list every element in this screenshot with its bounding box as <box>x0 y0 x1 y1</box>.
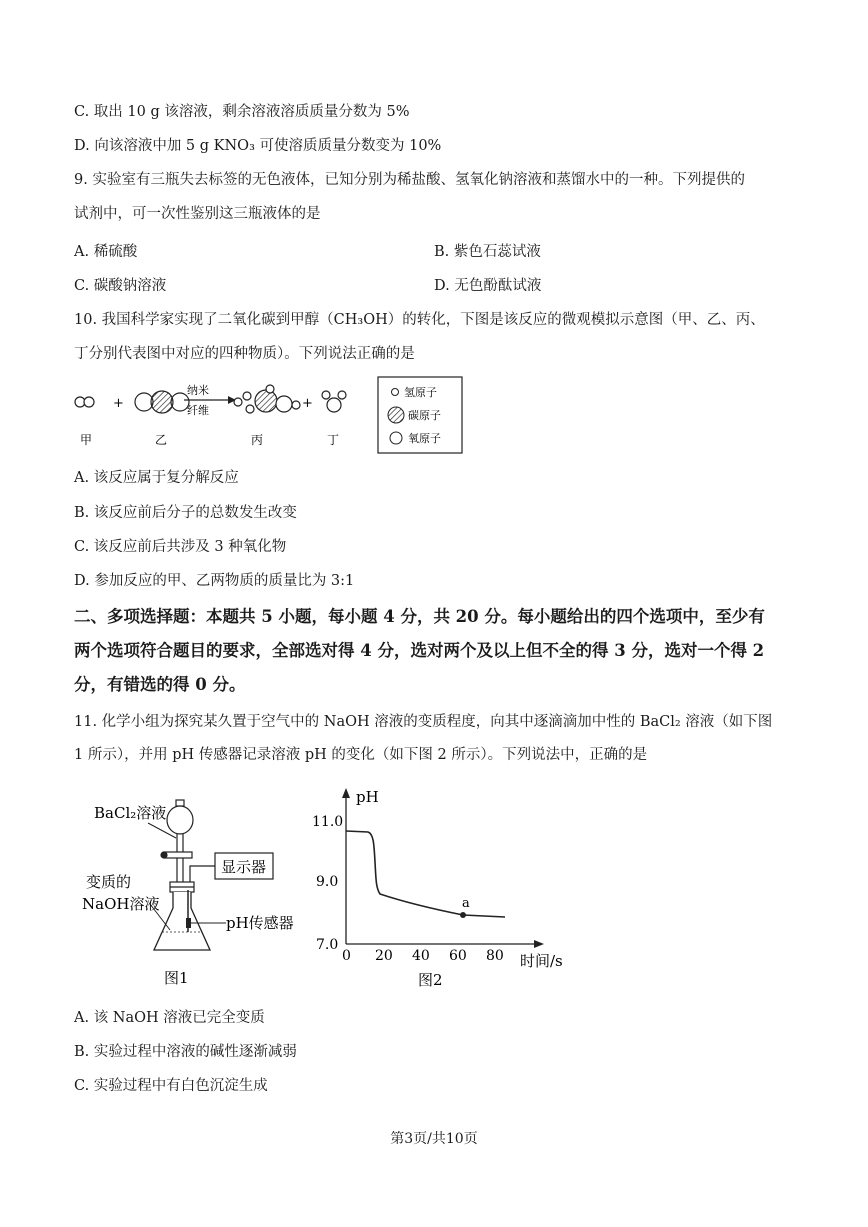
molecule-bing <box>234 385 300 413</box>
arrow-label-top: 纳米 <box>187 384 209 397</box>
q9-option-a: A. 稀硫酸 <box>74 244 138 260</box>
q10-stem-line1: 10. 我国科学家实现了二氧化碳到甲醇（CH₃OH）的转化，下图是该反应的微观模拟示意图（甲、乙、丙、 <box>74 312 765 328</box>
ph-sensor-label: pH传感器 <box>226 914 294 932</box>
label-bing: 丙 <box>251 433 264 447</box>
y-axis-label: pH <box>356 788 379 806</box>
x-tick-80: 80 <box>486 948 504 964</box>
q11-option-b: B. 实验过程中溶液的碱性逐渐减弱 <box>74 1044 297 1060</box>
figure1-apparatus <box>78 790 308 995</box>
bacl2-label: BaCl₂溶液 <box>94 804 167 822</box>
label-jia: 甲 <box>80 433 93 447</box>
section2-instructions-line3: 分，有错选的得 0 分。 <box>74 675 246 694</box>
y-tick-7: 7.0 <box>316 937 339 953</box>
q11-option-a: A. 该 NaOH 溶液已完全变质 <box>74 1010 265 1026</box>
plus-sign: + <box>302 396 313 411</box>
x-tick-40: 40 <box>412 948 430 964</box>
x-tick-0: 0 <box>342 948 351 964</box>
x-axis-label: 时间/s <box>520 952 563 970</box>
reaction-diagram <box>70 372 470 458</box>
label-ding: 丁 <box>327 433 340 447</box>
naoh-pointer <box>150 904 170 930</box>
page-footer: 第3页/共10页 <box>390 1131 478 1147</box>
q10-stem-line2: 丁分别代表图中对应的四种物质）。下列说法正确的是 <box>74 346 415 362</box>
legend-oxygen: 氧原子 <box>408 432 441 445</box>
section2-instructions-line2: 两个选项符合题目的要求，全部选对得 4 分，选对两个及以上但不全的得 3 分，选对一个得 2 <box>74 641 765 660</box>
molecule-jia <box>75 397 94 407</box>
ph-curve-line <box>346 831 505 917</box>
display-label: 显示器 <box>221 858 267 876</box>
plus-sign: + <box>113 396 124 411</box>
q9-option-b: B. 紫色石蕊试液 <box>434 244 541 260</box>
hydrogen-atom-icon <box>392 389 399 396</box>
legend-carbon: 碳原子 <box>408 409 441 422</box>
q9-option-c: C. 碳酸钠溶液 <box>74 278 167 294</box>
conical-flask <box>154 892 210 950</box>
arrow-label-bottom: 纤维 <box>187 404 209 417</box>
q9-stem-line2: 试剂中，可一次性鉴别这三瓶液体的是 <box>74 206 321 222</box>
molecule-yi <box>135 391 189 413</box>
oxygen-atom-icon <box>390 432 402 444</box>
point-a-marker <box>460 912 466 918</box>
section2-instructions-line1: 二、多项选择题：本题共 5 小题，每小题 4 分，共 20 分。每小题给出的四个选项中，至少有 <box>74 607 765 626</box>
q9-option-d: D. 无色酚酞试液 <box>434 278 542 294</box>
point-a-label: a <box>462 896 470 911</box>
carbon-atom-icon <box>388 407 404 423</box>
q10-option-d: D. 参加反应的甲、乙两物质的质量比为 3:1 <box>74 573 355 589</box>
legend-hydrogen: 氢原子 <box>404 386 437 399</box>
q10-option-c: C. 该反应前后共涉及 3 种氧化物 <box>74 539 287 555</box>
figure2-caption: 图2 <box>418 971 443 989</box>
figure1-caption: 图1 <box>164 969 189 987</box>
q9-stem-line1: 9. 实验室有三瓶失去标签的无色液体，已知分别为稀盐酸、氢氧化钠溶液和蒸馏水中的一种。下列提供的 <box>74 172 745 188</box>
q11-option-c: C. 实验过程中有白色沉淀生成 <box>74 1078 268 1094</box>
q11-stem-line2: 1 所示），并用 pH 传感器记录溶液 pH 的变化（如下图 2 所示）。下列说法中，正确的是 <box>74 747 648 763</box>
x-tick-60: 60 <box>449 948 467 964</box>
q8-option-c: C. 取出 10 g 该溶液，剩余溶液溶质质量分数为 5% <box>74 104 410 120</box>
naoh-label: NaOH溶液 <box>82 895 160 913</box>
spoiled-label: 变质的 <box>86 873 132 891</box>
figure2-ph-curve <box>308 782 578 992</box>
molecule-ding <box>322 391 346 412</box>
q8-option-d: D. 向该溶液中加 5 g KNO₃ 可使溶质质量分数变为 10% <box>74 138 442 154</box>
y-tick-9: 9.0 <box>316 874 339 890</box>
label-yi: 乙 <box>155 433 168 447</box>
y-tick-11: 11.0 <box>312 814 344 830</box>
q11-stem-line1: 11. 化学小组为探究某久置于空气中的 NaOH 溶液的变质程度，向其中逐滴滴加中性的 BaCl₂ 溶液（如下图 <box>74 714 773 730</box>
q10-option-a: A. 该反应属于复分解反应 <box>74 470 239 486</box>
q10-option-b: B. 该反应前后分子的总数发生改变 <box>74 505 297 521</box>
x-tick-20: 20 <box>375 948 393 964</box>
